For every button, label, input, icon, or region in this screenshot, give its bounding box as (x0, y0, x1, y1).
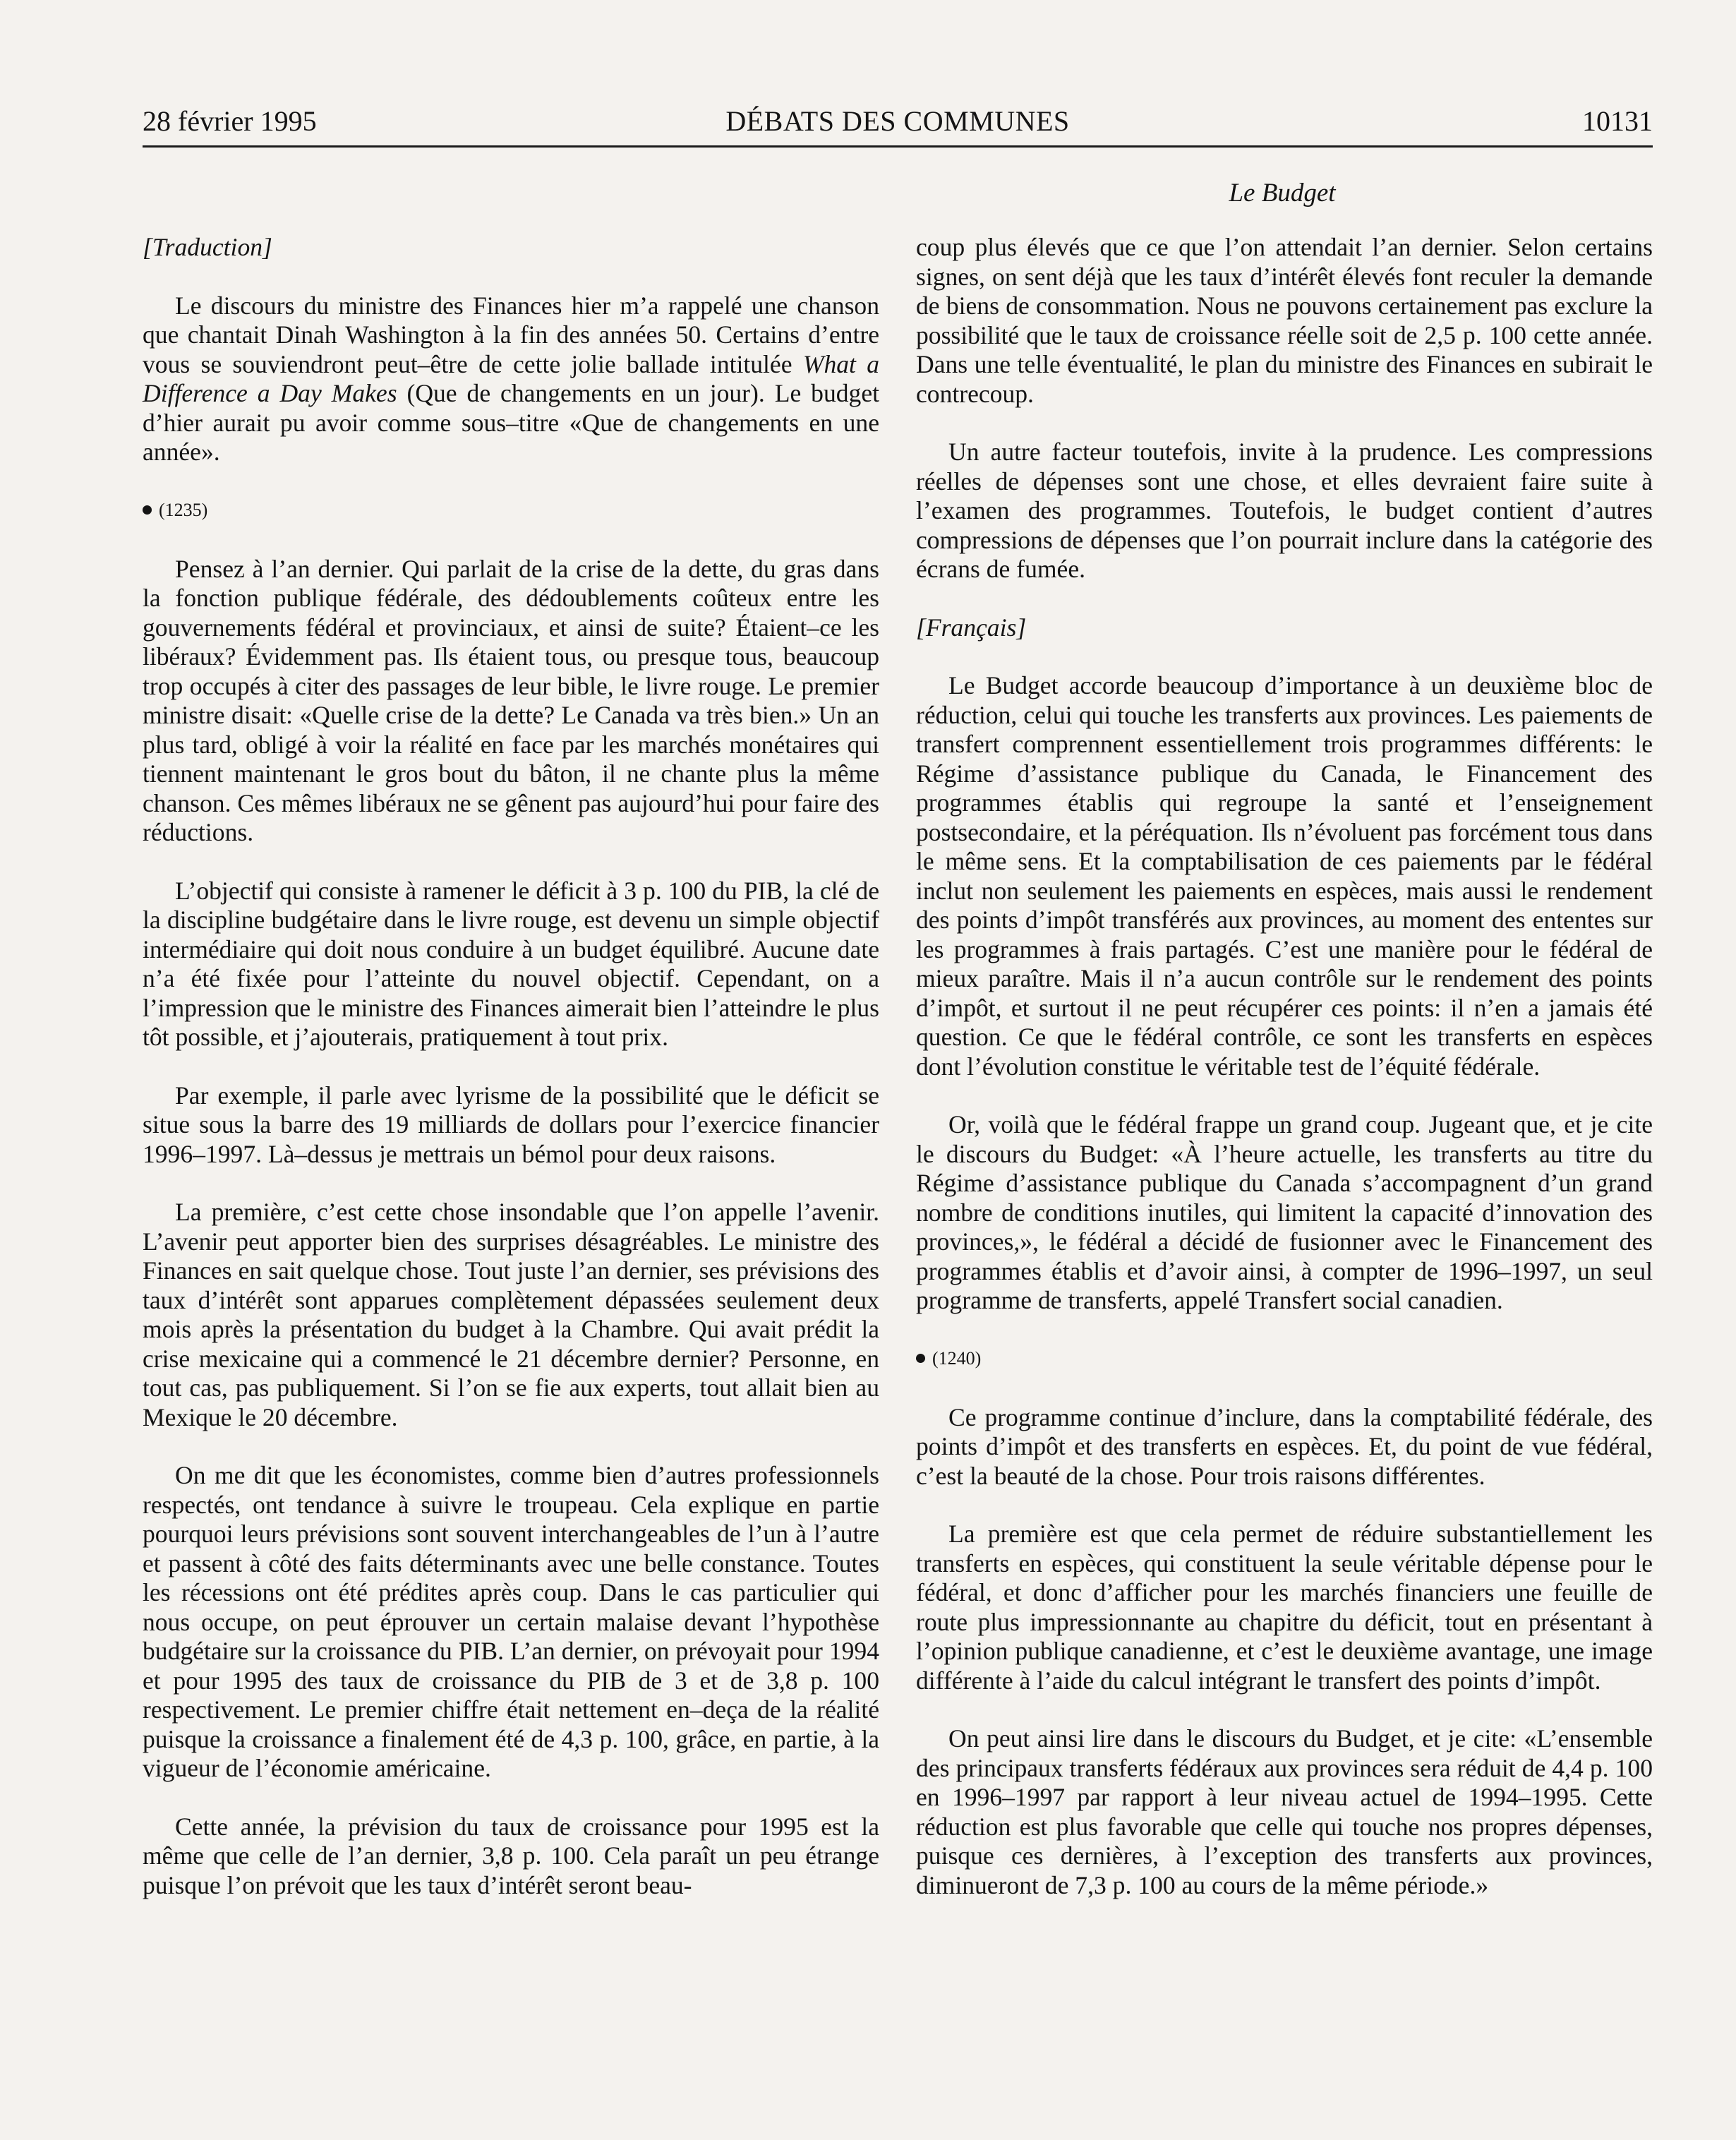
header-date: 28 février 1995 (143, 105, 317, 137)
paragraph: Ce programme continue d’inclure, dans la comptabilité fédérale, des points d’impôt et des transferts en espèces. Et, du point de vue fédéral, c’est la beauté de la chose. Pour trois raisons différentes. (916, 1402, 1653, 1490)
header-rule (143, 145, 1653, 148)
time-marker (916, 1345, 1653, 1373)
section-title: Le Budget (1229, 179, 1336, 208)
paragraph: Pensez à l’an dernier. Qui parlait de la crise de la dette, du gras dans la fonction publique fédérale, des dédoublements coûteux entre les gouvernements fédéral et provinciaux, et ainsi de suite? Étaient–ce les libéraux? Évidemment pas. Ils étaient tous, ou presque tous, beaucoup trop occupés à citer des passages de leur bible, le livre rouge. Le premier ministre disait: «Quelle crise de la dette? Le Canada va très bien.» Un an plus tard, obligé à voir la réalité en face par les marchés monétaires qui tiennent maintenant le gros bout du bâton, il ne chante plus la même chanson. Ces mêmes libéraux ne se gênent pas aujourd’hui pour faire des réductions. (143, 554, 879, 846)
paragraph: La première, c’est cette chose insondable que l’on appelle l’avenir. L’avenir peut apporter bien des surprises désagréables. Le ministre des Finances en sait quelque chose. Tout juste l’an dernier, ses prévisions des taux d’intérêt sont apparues complètement dépassées seulement deux mois après la présentation du budget à la Chambre. Qui avait prédit la crise mexicaine qui a commencé le 21 décembre dernier? Personne, en tout cas, pas publiquement. Si l’on se fie aux experts, tout allait bien au Mexique le 20 décembre. (143, 1198, 879, 1431)
translation-tag: [Traduction] (143, 233, 272, 261)
song-title: What a Difference a Day Makes (143, 349, 879, 407)
paragraph: coup plus élevés que ce que l’on attendait l’an dernier. Selon certains signes, on sent déjà que les taux d’intérêt élevés font reculer la demande de biens de consommation. Nous ne pouvons certainement pas exclure la possibilité que le taux de croissance réelle soit de 2,5 p. 100 cette année. Dans une telle éventualité, le plan du ministre des Finances en subirait le contrecoup. (916, 233, 1653, 408)
paragraph-text: Le discours du ministre des Finances hier m’a rappelé une chanson que chantait Dinah Washington à la fin des années 50. Certains d’entre vous se souviendront peut–être de cette jolie ballade intitulée (143, 291, 879, 378)
paragraph: L’objectif qui consiste à ramener le déficit à 3 p. 100 du PIB, la clé de la discipline budgétaire dans le livre rouge, est devenu un simple objectif intermédiaire qui doit nous conduire à un budget équilibré. Aucune date n’a été fixée pour l’atteinte du nouvel objectif. Cependant, on a l’impression que le ministre des Finances aimerait bien l’atteindre le plus tôt possible, et j’ajouterais, pratiquement à tout prix. (143, 876, 879, 1051)
time-marker-label: (1235) (159, 499, 208, 520)
paragraph: Cette année, la prévision du taux de croissance pour 1995 est la même que celle de l’an dernier, 3,8 p. 100. Cela paraît un peu étrange puisque l’on prévoit que les taux d’intérêt seront beau- (143, 1812, 879, 1899)
header-title: DÉBATS DES COMMUNES (725, 105, 1070, 137)
paragraph (143, 291, 879, 467)
left-column (143, 233, 879, 1900)
page-header (143, 104, 1653, 140)
bullet-icon (143, 505, 152, 515)
paragraph: Un autre facteur toutefois, invite à la prudence. Les compressions réelles de dépenses sont une chose, et elles devraient faire suite à l’examen des programmes. Toutefois, le budget contient d’autres compressions de dépenses que l’on pourrait inclure dans la catégorie des écrans de fumée. (916, 438, 1653, 583)
paragraph: La première est que cela permet de réduire substantiellement les transferts en espèces, qui constituent la seule véritable dépense pour le fédéral, et donc d’afficher pour les marchés financiers une feuille de route plus impressionnante au chapitre du déficit, tout en présentant à l’opinion publique canadienne, et c’est le deuxième avantage, une image différente à l’aide du calcul intégrant le transfert des points d’impôt. (916, 1520, 1653, 1695)
language-tag: [Français] (916, 613, 1027, 642)
paragraph: Or, voilà que le fédéral frappe un grand coup. Jugeant que, et je cite le discours du Budget: «À l’heure actuelle, les transferts au titre du Régime d’assistance publique du Canada s’accompagnent d’un grand nombre de conditions inutiles, qui limitent la capacité d’innovation des provinces,», le fédéral a décidé de fusionner avec le Financement des programmes établis et d’avoir ainsi, à compter de 1996–1997, un seul programme de transferts, appelé Transfert social canadien. (916, 1110, 1653, 1314)
paragraph: Par exemple, il parle avec lyrisme de la possibilité que le déficit se situe sous la barre des 19 milliards de dollars pour l’exercice financier 1996–1997. Là–dessus je mettrais un bémol pour deux raisons. (143, 1081, 879, 1168)
paragraph: On peut ainsi lire dans le discours du Budget, et je cite: «L’ensemble des principaux transferts fédéraux aux provinces sera réduit de 4,4 p. 100 en 1996–1997 par rapport à leur niveau actuel de 1994–1995. Cette réduction est plus favorable que celle qui touche nos propres dépenses, puisque ces dernières, à l’exception des transferts aux provinces, diminueront de 7,3 p. 100 au cours de la même période.» (916, 1724, 1653, 1899)
right-column (916, 233, 1653, 1900)
time-marker (143, 496, 879, 524)
paragraph-text: (Que de changements en un jour). Le budget d’hier aurait pu avoir comme sous–titre «Que de changements en une année». (143, 379, 879, 466)
time-marker-label: (1240) (932, 1347, 982, 1369)
bullet-icon (916, 1354, 925, 1363)
paragraph: On me dit que les économistes, comme bien d’autres professionnels respectés, ont tendance à suivre le troupeau. Cela explique en partie pourquoi leurs prévisions sont souvent interchangeables de l’un à l’autre et passent à côté des faits déterminants avec une belle constance. Toutes les récessions ont été prédites après coup. Dans le cas particulier qui nous occupe, on peut éprouver un certain malaise devant l’hypothèse budgétaire sur la croissance du PIB. L’an dernier, on prévoyait pour 1994 et pour 1995 des taux de croissance du PIB de 3 et de 3,8 p. 100 respectivement. Le premier chiffre était nettement en–deça de la réalité puisque la croissance a finalement été de 4,3 p. 100, grâce, en partie, à la vigueur de l’économie américaine. (143, 1461, 879, 1782)
header-page-number: 10131 (1582, 105, 1653, 137)
paragraph: Le Budget accorde beaucoup d’importance à un deuxième bloc de réduction, celui qui touche les transferts aux provinces. Les paiements de transfert comprennent essentiellement trois programmes différents: le Régime d’assistance publique du Canada, le Financement des programmes établis qui regroupe la santé et l’enseignement postsecondaire, et la péréquation. Ils n’évoluent pas forcément tous dans le même sens. Et la comptabilisation de ces paiements par le fédéral inclut non seulement les paiements en espèces, mais aussi le rendement des points d’impôt transférés aux provinces, au moment des ententes sur les programmes à frais partagés. C’est une manière pour le fédéral de mieux paraître. Mais il n’a aucun contrôle sur le rendement des points d’impôt, et surtout il ne peut récupérer ces points: il n’en a jamais été question. Ce que le fédéral contrôle, ce sont les transferts en espèces dont l’évolution constitue le véritable test de l’équité fédérale. (916, 671, 1653, 1081)
